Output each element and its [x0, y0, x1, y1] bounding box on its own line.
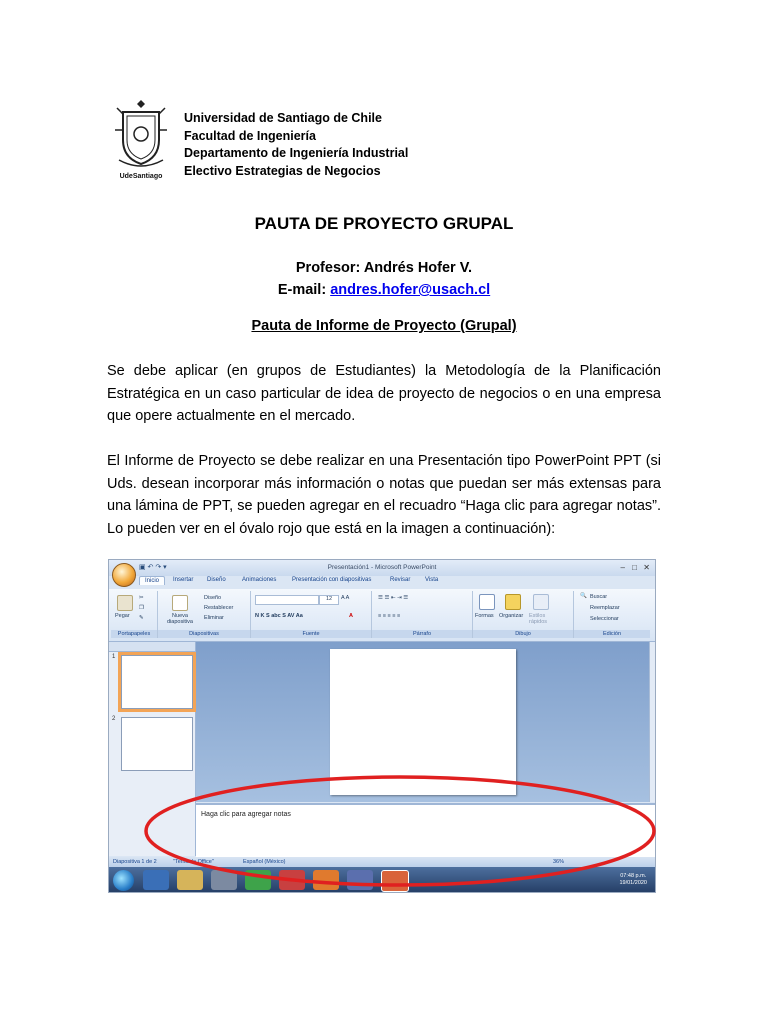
ribbon	[109, 589, 655, 642]
tab-inicio[interactable]: Inicio	[139, 576, 165, 585]
tab-revisar[interactable]: Revisar	[390, 577, 411, 583]
format-buttons[interactable]: N K S abc S AV Aa	[255, 613, 303, 619]
layout-button[interactable]: Diseño	[204, 595, 222, 601]
select-button[interactable]: Seleccionar	[590, 616, 619, 622]
group-label: Dibujo	[473, 630, 573, 638]
group-editing	[574, 591, 650, 638]
status-theme: "Tema de Office"	[173, 859, 214, 865]
tab-vista[interactable]: Vista	[425, 577, 439, 583]
group-label: Edición	[574, 630, 650, 638]
group-label: Diapositivas	[158, 630, 250, 638]
shapes-icon[interactable]	[479, 594, 495, 610]
group-label: Portapapeles	[111, 630, 157, 638]
paste-button[interactable]: Pegar	[115, 613, 130, 619]
align-icons[interactable]: ≡ ≡ ≡ ≡ ≡	[378, 613, 401, 619]
quick-styles-button[interactable]: Estilos rápidos	[529, 613, 548, 625]
copy-icon[interactable]: ❐	[139, 605, 144, 611]
paragraph-instructions: El Informe de Proyecto se debe realizar en una Presentación tipo PowerPoint PPT (si Uds. desean incorporar más información o notas que puedan ser más extensas para una lámina de PPT, se pueden agregar en el recuadro “Haga clic para agregar notas”. Lo pueden ver en el óvalo rojo que está en la imagen a continuación):	[107, 453, 661, 537]
shapes-button[interactable]: Formas	[475, 613, 494, 619]
font-color-icon[interactable]: A	[349, 613, 353, 619]
paste-icon[interactable]	[117, 595, 133, 611]
quick-styles-icon[interactable]	[533, 594, 549, 610]
tab-insertar[interactable]: Insertar	[173, 577, 194, 583]
svg-text:UdeSantiago: UdeSantiago	[119, 173, 163, 180]
find-button[interactable]: Buscar	[590, 594, 608, 600]
group-label: Fuente	[251, 630, 371, 638]
status-language: Español (México)	[243, 859, 286, 865]
status-slide: Diapositiva 1 de 2	[113, 859, 157, 865]
tab-diseno[interactable]: Diseño	[207, 577, 226, 583]
font-size-field[interactable]: 12	[319, 595, 339, 605]
window-title: Presentación1 - Microsoft PowerPoint	[327, 564, 437, 571]
replace-button[interactable]: Reemplazar	[590, 605, 620, 611]
panel-tabs[interactable]	[109, 642, 195, 652]
institution-line: Facultad de Ingeniería	[184, 128, 316, 143]
university-logo	[109, 100, 173, 180]
red-oval-annotation	[142, 774, 658, 888]
format-painter-icon[interactable]: ✎	[139, 615, 144, 621]
email-label: E-mail:	[277, 282, 331, 298]
window-titlebar	[109, 560, 655, 576]
reset-button[interactable]: Restablecer	[204, 605, 234, 611]
slide-thumbnail-2[interactable]	[121, 717, 193, 771]
grow-font-icon[interactable]: A A	[341, 595, 350, 601]
group-font	[251, 591, 372, 638]
group-clipboard	[111, 591, 158, 638]
email-line	[0, 282, 768, 298]
institution-line: Electivo Estrategias de Negocios	[184, 163, 381, 178]
find-icon[interactable]: 🔍	[580, 593, 587, 599]
start-button[interactable]	[113, 870, 134, 891]
cut-icon[interactable]: ✂	[139, 595, 144, 601]
arrange-icon[interactable]	[505, 594, 521, 610]
font-name-field[interactable]	[255, 595, 319, 605]
institution-line: Universidad de Santiago de Chile	[184, 111, 382, 125]
institution-line: Departamento de Ingeniería Industrial	[184, 146, 409, 160]
email-link[interactable]: andres.hofer@usach.cl	[330, 282, 491, 298]
delete-button[interactable]: Eliminar	[204, 615, 224, 621]
clock-time: 07:48 p.m.	[620, 873, 647, 879]
minimize-icon[interactable]: –	[620, 563, 625, 572]
document-title: PAUTA DE PROYECTO GRUPAL	[254, 214, 514, 233]
slide-thumbnail-1[interactable]	[121, 655, 193, 709]
quick-access-toolbar[interactable]: ▣ ↶ ↷ ▾	[139, 564, 167, 571]
paragraph-methodology: Se debe aplicar (en grupos de Estudiantes) la Metodología de la Planificación Estratégica en un caso particular de idea de proyecto de negocios o en una empresa que opere actualmente en el mercado.	[107, 363, 661, 424]
professor-line: Profesor: Andrés Hofer V.	[295, 260, 473, 276]
institution-block	[184, 110, 408, 180]
status-zoom[interactable]: 36%	[553, 859, 565, 865]
group-label: Párrafo	[372, 630, 472, 638]
tab-presentacion[interactable]: Presentación con diapositivas	[292, 577, 372, 583]
maximize-icon[interactable]: □	[632, 563, 637, 572]
clock-date: 19/01/2020	[619, 880, 647, 886]
tab-animaciones[interactable]: Animaciones	[242, 577, 277, 583]
group-drawing	[473, 591, 574, 638]
notes-placeholder: Haga clic para agregar notas	[201, 811, 291, 818]
group-slides	[158, 591, 251, 638]
slide-number: 1	[112, 654, 116, 660]
arrange-button[interactable]: Organizar	[499, 613, 524, 619]
close-icon[interactable]: ✕	[643, 563, 650, 572]
office-button[interactable]	[112, 563, 136, 587]
new-slide-button[interactable]: Nueva diapositiva	[167, 613, 193, 625]
list-icons[interactable]: ☰ ☰ ⇤ ⇥ ☰	[378, 595, 409, 601]
section-subtitle: Pauta de Informe de Proyecto (Grupal)	[251, 318, 517, 334]
new-slide-icon[interactable]	[172, 595, 188, 611]
slide-number: 2	[112, 716, 116, 722]
group-paragraph	[372, 591, 473, 638]
